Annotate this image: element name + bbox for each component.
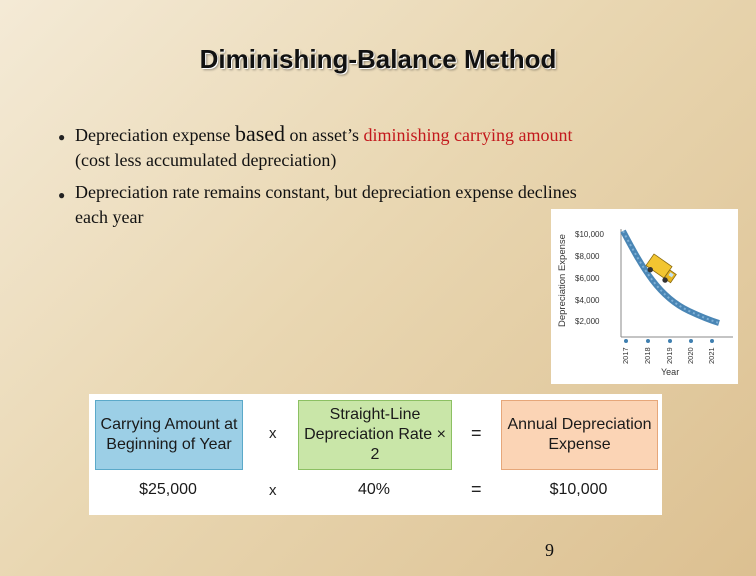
chart-tick-dot [668,339,672,343]
term-line: Expense [548,436,611,453]
value-rate: 40% [357,481,391,498]
bullet-marker: ● [58,130,66,144]
formula-multiply-operator: x [269,425,277,442]
bullet-2-line-1: Depreciation rate remains constant, but depreciation expense declines [75,182,577,202]
chart-xtick: 2017 [621,347,630,364]
bullet-1-text-b: on asset’s [285,125,364,145]
bullet-2-line-2: each year [75,207,144,227]
chart-tick-dot [710,339,714,343]
bullet-1-text-a: Depreciation expense [75,125,235,145]
formula-equals-operator: = [471,423,482,443]
chart-tick-dot [624,339,628,343]
chart-ytick: $8,000 [575,252,600,261]
chart-xtick: 2018 [643,347,652,364]
slide-title: Diminishing-Balance Method [199,44,557,74]
term-line: Straight-Line [329,406,421,423]
depreciation-illustration [551,209,738,384]
depreciation-chart [551,209,738,384]
value-equals-operator: = [471,479,482,499]
value-carrying-amount: $25,000 [139,481,197,498]
chart-xtick: 2020 [686,347,695,364]
chart-xtick: 2019 [665,347,674,364]
bullet-1-line-1 [75,121,573,148]
formula-term-carrying-amount [95,400,243,470]
chart-xtick: 2021 [707,347,716,364]
chart-tick-dot [646,339,650,343]
bullet-1-emphasis-based: based [234,121,286,146]
term-line: Depreciation Rate × 2 [304,426,446,463]
bullet-1-line-2: (cost less accumulated depreciation) [75,150,337,170]
chart-tick-dot [689,339,693,343]
formula-panel [89,394,662,515]
truck-icon [644,254,679,286]
value-annual-expense: $10,000 [549,481,608,498]
chart-ylabel: Depreciation Expense [557,234,568,327]
chart-ytick: $4,000 [575,296,600,305]
bullet-1-highlight: diminishing carrying amount [363,125,573,145]
term-line: Carrying Amount at [100,416,238,433]
formula-term-rate [298,400,452,470]
page-number: 9 [545,540,554,560]
formula-term-annual-expense [501,400,658,470]
term-line: Beginning of Year [106,436,232,453]
chart-ytick: $2,000 [575,317,600,326]
chart-xlabel: Year [661,367,680,377]
value-multiply-operator: x [269,482,277,499]
chart-ytick: $6,000 [575,274,600,283]
bullet-marker: ● [58,188,66,202]
chart-ytick: $10,000 [575,230,604,239]
term-line: Annual Depreciation [507,416,652,433]
